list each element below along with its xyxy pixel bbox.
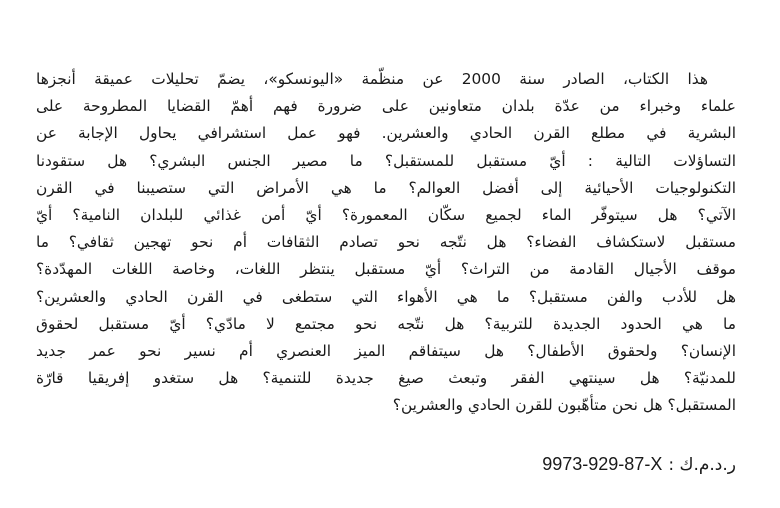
paragraph-line-12: للمدنيّة؟ هل سينتهي الفقر وتبعث صيغ جديدة للتنمية؟ هل ستغدو إفريقيا قارّة — [36, 369, 736, 388]
paragraph-line-10: ما هي الحدود الجديدة للتربية؟ هل نتّجه نحو مجتمع لا مادّي؟ أيّ مستقبل لحقوق — [36, 314, 736, 333]
isbn-line — [542, 454, 736, 475]
paragraph-line-2: علماء وخبراء من عدّة بلدان متعاونين على ضرورة فهم أهمّ القضايا المطروحة على — [36, 97, 736, 116]
paragraph-line-1: هذا الكتاب، الصادر سنة 2000 عن منظّمة «اليونسكو»، يضمّ تحليلات عميقة أنجزها — [36, 70, 708, 88]
paragraph-line-6: الآتي؟ هل سيتوفّر الماء لجميع سكّان المعمورة؟ أيّ أمن غذائي للبلدان النامية؟ أيّ — [36, 205, 736, 224]
isbn-label: ر.د.م.ك : — [668, 455, 736, 475]
paragraph-line-9: هل للأدب والفن مستقبل؟ ما هي الأهواء التي ستطغى في القرن الحادي والعشرين؟ — [36, 287, 736, 306]
paragraph-line-7: مستقبل لاستكشاف الفضاء؟ هل نتّجه نحو تصادم الثقافات أم نحو تهجين ثقافي؟ ما — [36, 233, 736, 252]
paragraph-line-5: التكنولوجيات الأحيائية إلى أفضل العوالم؟ ما هي الأمراض التي ستصيبنا في القرن — [36, 178, 736, 197]
description-paragraph — [36, 66, 736, 419]
paragraph-line-11: الإنسان؟ ولحقوق الأطفال؟ هل سيتفاقم الميز العنصري أم نسير نحو عمر جديد — [36, 341, 736, 360]
paragraph-line-8: موقف الأجيال القادمة من التراث؟ أيّ مستقبل ينتظر اللغات، وخاصة اللغات المهدّدة؟ — [36, 260, 736, 279]
paragraph-line-13: المستقبل؟ هل نحن متأهّبون للقرن الحادي والعشرين؟ — [392, 396, 736, 415]
paragraph-line-3: البشرية في مطلع القرن الحادي والعشرين. فهو عمل استشرافي يحاول الإجابة عن — [36, 124, 736, 143]
paragraph-line-4: التساؤلات التالية : أيّ مستقبل للمستقبل؟ ما مصير الجنس البشري؟ هل ستقودنا — [36, 151, 736, 170]
isbn-number: 9973-929-87-X — [542, 454, 663, 474]
